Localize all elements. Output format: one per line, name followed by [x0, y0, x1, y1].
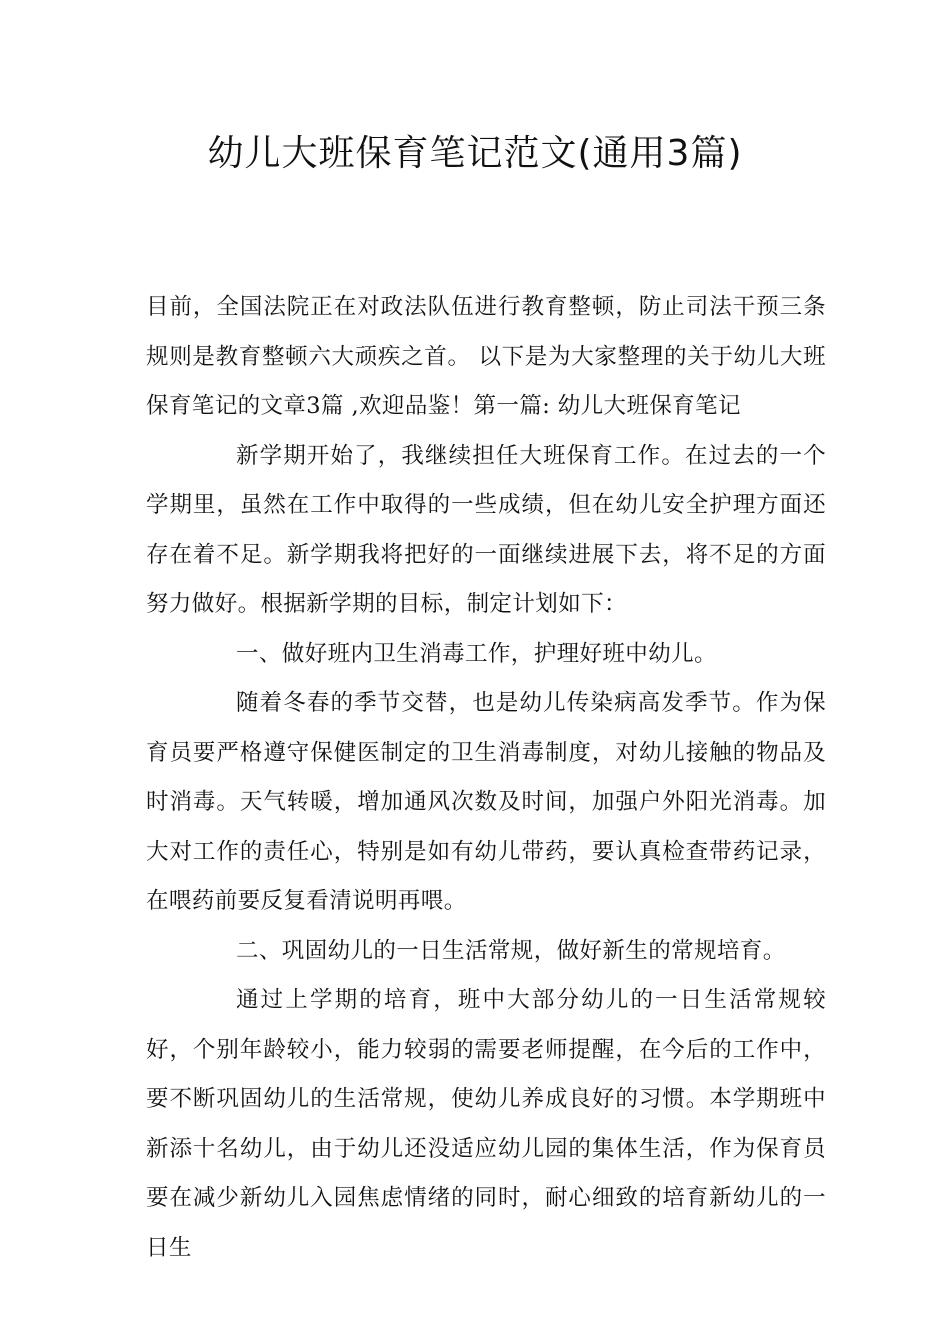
section-heading-1: 一、做好班内卫生消毒工作，护理好班中幼儿。 [236, 640, 717, 667]
document-body [146, 283, 826, 1273]
paragraph-1: 新学期开始了，我继续担任大班保育工作。在过去的一个学期里，虽然在工作中取得的一些成绩，但在幼儿安全护理方面还存在着不足。新学期我将把好的一面继续进展下去，将不足的方面努力做好。根据新学期的目标，制定计划如下： [146, 442, 826, 617]
paragraph-2: 随着冬春的季节交替，也是幼儿传染病高发季节。作为保育员要严格遵守保健医制定的卫生消毒制度，对幼儿接触的物品及时消毒。天气转暖，增加通风次数及时间，加强户外阳光消毒。加大对工作的责任心，特别是如有幼儿带药，要认真检查带药记录，在喂药前要反复看清说明再喂。 [146, 690, 826, 914]
paragraph-3: 通过上学期的培育，班中大部分幼儿的一日生活常规较好，个别年龄较小，能力较弱的需要老师提醒，在今后的工作中，要不断巩固幼儿的生活常规，使幼儿养成良好的习惯。本学期班中新添十名幼儿，由于幼儿还没适应幼儿园的集体生活，作为保育员要在减少新幼儿入园焦虑情绪的同时，耐心细致的培育新幼儿的一日生 [146, 987, 826, 1261]
section-heading-2: 二、巩固幼儿的一日生活常规，做好新生的常规培育。 [236, 937, 786, 964]
document-title: 幼儿大班保育笔记范文(通用3篇) [207, 133, 743, 174]
paragraph-intro: 目前，全国法院正在对政法队伍进行教育整顿，防止司法干预三条规则是教育整顿六大顽疾之首。 以下是为大家整理的关于幼儿大班保育笔记的文章3篇 ,欢迎品鉴！第一篇: 幼儿大班保育笔记 [146, 294, 826, 419]
